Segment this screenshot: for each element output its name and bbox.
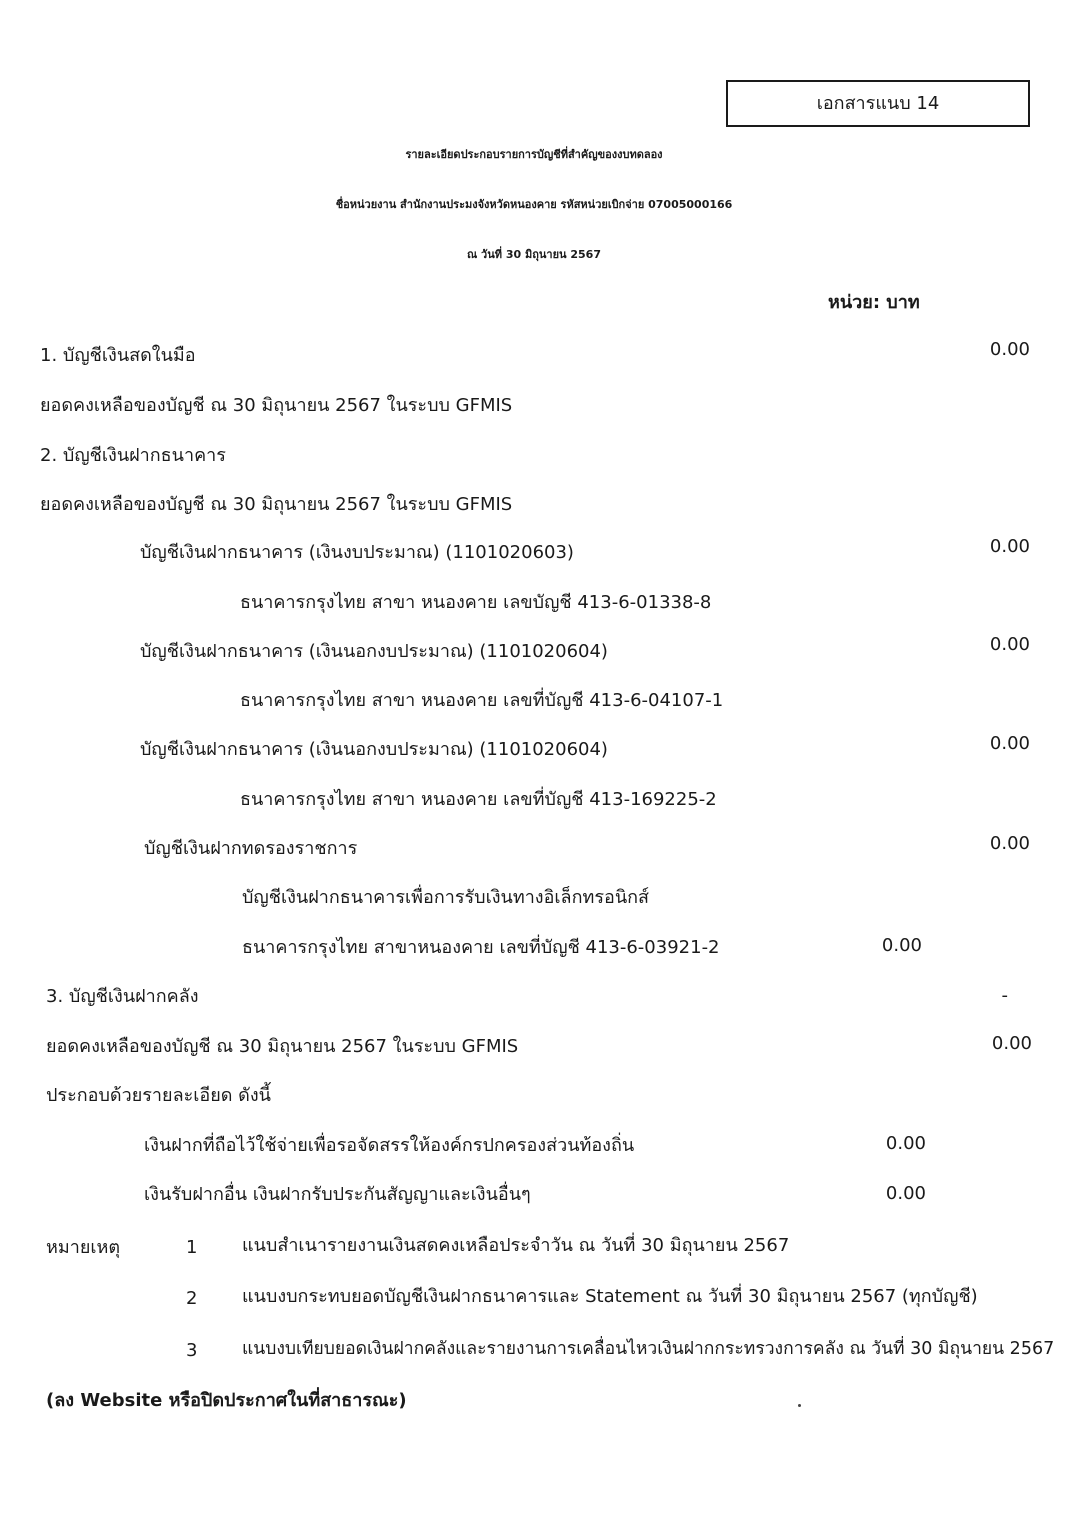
section2-balance-line: ยอดคงเหลือของบัญชี ณ 30 มิถุนายน 2567 ในระบบ GFMIS	[40, 494, 513, 515]
remark-2-text: แนบงบกระทบยอดบัญชีเงินฝากธนาคารและ Statement ณ วันที่ 30 มิถุนายน 2567 (ทุกบัญชี)	[242, 1286, 978, 1307]
remark-3-number: 3	[186, 1340, 198, 1361]
section3-balance-amount: 0.00	[991, 1033, 1032, 1054]
treasury-deposit-sub-detail: ธนาคารกรุงไทย สาขาหนองคาย เลขที่บัญชี 413-6-03921-2	[242, 937, 720, 958]
section1-heading: 1. บัญชีเงินสดในมือ	[40, 345, 196, 366]
section3-consists-of: ประกอบด้วยรายละเอียด ดังนี้	[46, 1085, 271, 1106]
bank-account-3-detail: ธนาคารกรุงไทย สาขา หนองคาย เลขที่บัญชี 413-169225-2	[240, 789, 717, 810]
date-line: ณ วันที่ 30 มิถุนายน 2567	[467, 248, 601, 261]
treasury-deposit-amount: 0.00	[989, 833, 1030, 854]
bank-account-3-label: บัญชีเงินฝากธนาคาร (เงินนอกงบประมาณ) (1101020604)	[140, 739, 608, 760]
bank-account-2-amount: 0.00	[989, 634, 1030, 655]
remark-1-number: 1	[186, 1237, 198, 1258]
bank-account-2-label: บัญชีเงินฝากธนาคาร (เงินนอกงบประมาณ) (1101020604)	[140, 641, 608, 662]
treasury-deposit-sub-label: บัญชีเงินฝากธนาคารเพื่อการรับเงินทางอิเล็กทรอนิกส์	[242, 887, 650, 908]
section3-item-2-label: เงินรับฝากอื่น เงินฝากรับประกันสัญญาและเงินอื่นๆ	[144, 1184, 531, 1205]
unit-label: หน่วย: บาท	[828, 292, 920, 313]
remark-2-number: 2	[186, 1288, 198, 1309]
section3-heading-amount: -	[1001, 985, 1008, 1006]
remark-3-text: แนบงบเทียบยอดเงินฝากคลังและรายงานการเคลื่อนไหวเงินฝากกระทรวงการคลัง ณ วันที่ 30 มิถุนายน 2567	[242, 1339, 1055, 1359]
agency-line: ชื่อหน่วยงาน สำนักงานประมงจังหวัดหนองคาย รหัสหน่วยเบิกจ่าย 07005000166	[335, 198, 733, 211]
remark-1-text: แนบสำเนารายงานเงินสดคงเหลือประจำวัน ณ วันที่ 30 มิถุนายน 2567	[242, 1235, 790, 1256]
section3-heading: 3. บัญชีเงินฝากคลัง	[46, 986, 199, 1007]
footer-note: (ลง Website หรือปิดประกาศในที่สาธารณะ)	[46, 1390, 407, 1411]
bank-account-3-amount: 0.00	[989, 733, 1030, 754]
bank-account-1-amount: 0.00	[989, 536, 1030, 557]
section1-amount: 0.00	[989, 339, 1030, 360]
remarks-label: หมายเหตุ	[46, 1237, 121, 1258]
bank-account-1-detail: ธนาคารกรุงไทย สาขา หนองคาย เลขบัญชี 413-6-01338-8	[240, 592, 712, 613]
treasury-deposit-sub-amount: 0.00	[881, 935, 922, 956]
section3-item-2-amount: 0.00	[885, 1183, 926, 1204]
section1-balance-line: ยอดคงเหลือของบัญชี ณ 30 มิถุนายน 2567 ในระบบ GFMIS	[40, 395, 513, 416]
section3-balance-line: ยอดคงเหลือของบัญชี ณ 30 มิถุนายน 2567 ในระบบ GFMIS	[46, 1036, 519, 1057]
section3-item-1-label: เงินฝากที่ถือไว้ใช้จ่ายเพื่อรอจัดสรรให้องค์กรปกครองส่วนท้องถิ่น	[144, 1135, 635, 1156]
bank-account-2-detail: ธนาคารกรุงไทย สาขา หนองคาย เลขที่บัญชี 413-6-04107-1	[240, 690, 724, 711]
treasury-deposit-label: บัญชีเงินฝากทดรองราชการ	[144, 838, 358, 859]
attachment-reference-box: เอกสารแนบ 14	[726, 80, 1030, 127]
document-title: รายละเอียดประกอบรายการบัญชีที่สำคัญของงบทดลอง	[405, 148, 663, 161]
scan-speck	[798, 1404, 801, 1407]
bank-account-1-label: บัญชีเงินฝากธนาคาร (เงินงบประมาณ) (1101020603)	[140, 542, 574, 563]
section3-item-1-amount: 0.00	[885, 1133, 926, 1154]
section2-heading: 2. บัญชีเงินฝากธนาคาร	[40, 445, 226, 466]
